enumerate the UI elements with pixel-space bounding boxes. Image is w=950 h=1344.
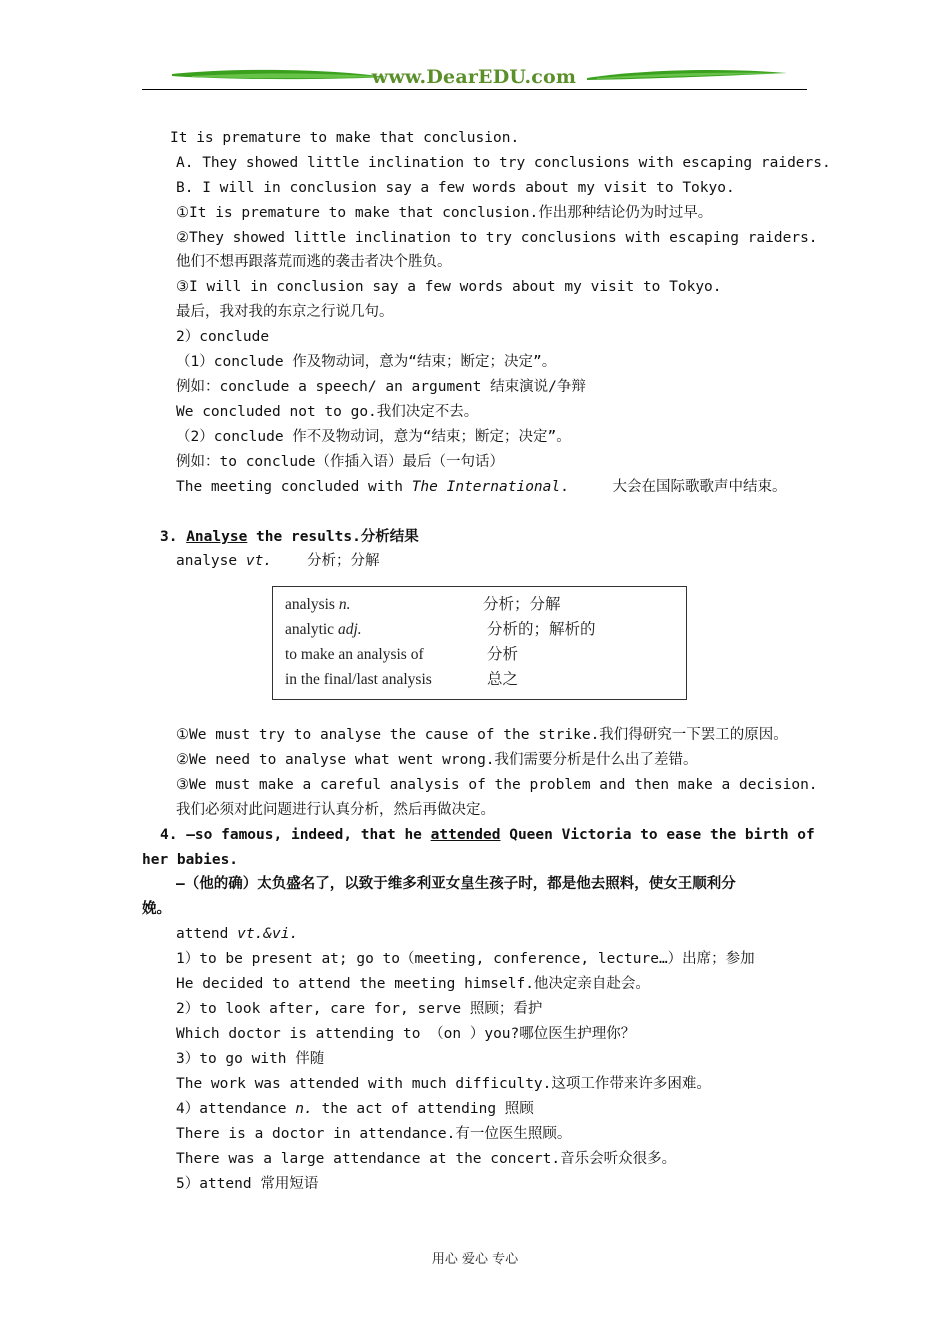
section-4-translation: —（他的确）太负盛名了，以致于维多利亚女皇生孩子时，都是他去照料，使女王顺利分 <box>176 876 736 892</box>
section-4-heading-cont: her babies. <box>142 852 239 868</box>
table-meaning: 分析的；解析的 <box>487 621 596 638</box>
text-line: 最后，我对我的东京之行说几句。 <box>176 304 394 320</box>
text-line: ③I will in conclusion say a few words about my visit to Tokyo. <box>176 279 722 295</box>
text-line: ②They showed little inclination to try conclusions with escaping raiders. <box>176 230 818 246</box>
text-line: 例如：conclude a speech/ an argument 结束演说/争辩 <box>176 379 586 395</box>
text-line: 2）to look after, care for, serve 照顾；看护 <box>176 1001 543 1017</box>
text-line: We concluded not to go.我们决定不去。 <box>176 404 479 420</box>
text-line: 5）attend 常用短语 <box>176 1176 319 1192</box>
table-meaning: 分析 <box>487 646 519 663</box>
table-term: in the final/last analysis <box>285 671 432 688</box>
table-meaning: 分析；分解 <box>483 596 561 613</box>
analyse-definition: analyse vt. 分析；分解 <box>176 553 380 569</box>
table-term: to make an analysis of <box>285 646 424 663</box>
text-line: 3）to go with 伴随 <box>176 1051 325 1067</box>
table-meaning: 总之 <box>487 671 519 688</box>
text-line: ①It is premature to make that conclusion.作出那种结论仍为时过早。 <box>176 205 713 221</box>
text-line: ②We need to analyse what went wrong.我们需要分析是什么出了差错。 <box>176 752 698 768</box>
text-line: 他们不想再跟落荒而逃的袭击者决个胜负。 <box>176 254 452 270</box>
text-line: 例如：to conclude（作插入语）最后（一句话） <box>176 454 505 470</box>
text-line: The work was attended with much difficulty.这项工作带来许多困难。 <box>176 1076 711 1092</box>
header-rule <box>142 89 807 90</box>
section-3-heading: 3. Analyse the results.分析结果 <box>160 529 419 545</box>
section-4-translation-cont: 娩。 <box>142 901 171 917</box>
text-line: There was a large attendance at the concert.音乐会听众很多。 <box>176 1151 677 1167</box>
table-term: analysis n. <box>285 596 351 613</box>
meeting-line: The meeting concluded with The International. 大会在国际歌歌声中结束。 <box>176 479 787 495</box>
attend-definition: attend vt.&vi. <box>176 926 299 942</box>
text-line: A. They showed little inclination to try conclusions with escaping raiders. <box>176 155 831 171</box>
text-line: 1）to be present at; go to（meeting, conference, lecture…）出席；参加 <box>176 951 755 967</box>
table-term: analytic adj. <box>285 621 362 638</box>
attendance-line: 4）attendance n. the act of attending 照顾 <box>176 1101 534 1117</box>
section-4-heading: 4. —so famous, indeed, that he attended Queen Victoria to ease the birth of <box>160 827 815 843</box>
site-logo: www.DearEDU.com <box>371 66 577 88</box>
site-header <box>142 62 807 92</box>
text-line: （1）conclude 作及物动词，意为“结束；断定；决定”。 <box>176 354 557 370</box>
text-line: ①We must try to analyse the cause of the strike.我们得研究一下罢工的原因。 <box>176 727 788 743</box>
text-line: ③We must make a careful analysis of the problem and then make a decision. <box>176 777 818 793</box>
text-line: B. I will in conclusion say a few words about my visit to Tokyo. <box>176 180 735 196</box>
page-footer: 用心 爱心 专心 <box>431 1252 519 1267</box>
text-line: Which doctor is attending to （on ）you?哪位医生护理你？ <box>176 1026 636 1042</box>
text-line: It is premature to make that conclusion. <box>170 130 520 146</box>
text-line: 2）conclude <box>176 329 270 345</box>
text-line: （2）conclude 作不及物动词，意为“结束；断定；决定”。 <box>176 429 571 445</box>
text-line: He decided to attend the meeting himself.他决定亲自赴会。 <box>176 976 650 992</box>
text-line: There is a doctor in attendance.有一位医生照顾。 <box>176 1126 572 1142</box>
right-swoosh-icon <box>587 64 787 90</box>
text-line: 我们必须对此问题进行认真分析，然后再做决定。 <box>176 802 495 818</box>
word-family-table <box>272 586 687 700</box>
